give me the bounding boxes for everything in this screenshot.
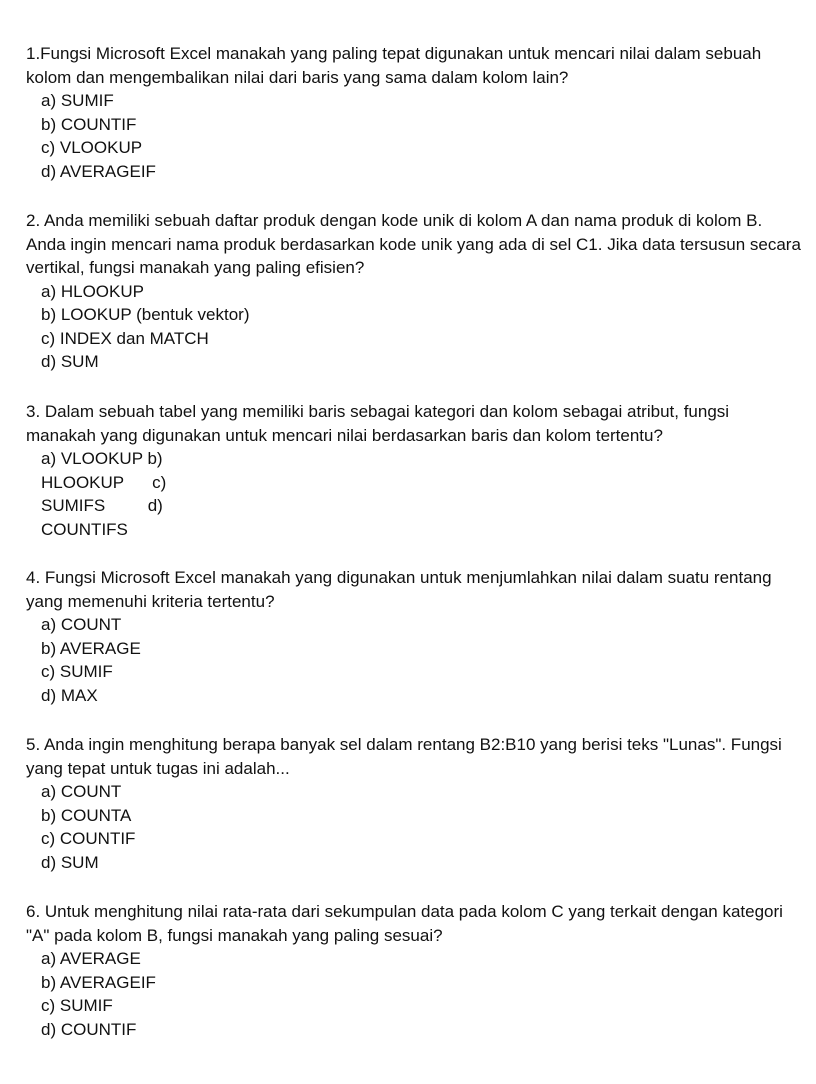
option-line-3: SUMIFS d)	[41, 496, 163, 515]
option-line-2: HLOOKUP c)	[41, 472, 167, 492]
question-4	[26, 566, 802, 707]
option-a: a) HLOOKUP	[41, 281, 144, 301]
option-d: d) COUNTIF	[41, 1019, 137, 1039]
question-6	[26, 900, 802, 1041]
option-c: c) VLOOKUP	[41, 138, 143, 157]
question-3	[26, 400, 802, 541]
option-d: d) SUM	[41, 352, 99, 371]
question-text: 4. Fungsi Microsoft Excel manakah yang digunakan untuk menjumlahkan nilai dalam suatu rentang yang memenuhi kriteria tertentu?	[26, 568, 772, 611]
option-b: b) AVERAGE	[41, 638, 141, 658]
question-5	[26, 733, 802, 874]
question-text: 1.Fungsi Microsoft Excel manakah yang paling tepat digunakan untuk mencari nilai dalam sebuah kolom dan mengembalikan nilai dari baris yang sama dalam kolom lain?	[26, 44, 762, 87]
question-text: 3. Dalam sebuah tabel yang memiliki baris sebagai kategori dan kolom sebagai atribut, fungsi manakah yang digunakan untuk mencari nilai berdasarkan baris dan kolom tertentu?	[26, 402, 730, 445]
option-c: c) SUMIF	[41, 996, 113, 1015]
option-b: b) LOOKUP (bentuk vektor)	[41, 305, 250, 324]
option-d: d) AVERAGEIF	[41, 161, 156, 181]
option-d: d) SUM	[41, 852, 99, 872]
question-1	[26, 42, 802, 183]
option-a: a) COUNT	[41, 615, 122, 634]
option-c: c) COUNTIF	[41, 829, 136, 848]
option-line-1: a) VLOOKUP b)	[41, 449, 163, 468]
option-b: b) AVERAGEIF	[41, 972, 156, 992]
option-b: b) COUNTA	[41, 805, 132, 825]
question-text: 6. Untuk menghitung nilai rata-rata dari sekumpulan data pada kolom C yang terkait dengan kategori "A" pada kolom B, fungsi manakah yang paling sesuai?	[26, 902, 783, 945]
question-text: 5. Anda ingin menghitung berapa banyak sel dalam rentang B2:B10 yang berisi teks "Lunas". Fungsi yang tepat untuk tugas ini adalah...	[26, 735, 782, 778]
question-text: 2. Anda memiliki sebuah daftar produk dengan kode unik di kolom A dan nama produk di kolom B. Anda ingin mencari nama produk berdasarkan kode unik yang ada di sel C1. Jika data tersusun secara vertikal, fungsi manakah yang paling efisien?	[26, 211, 801, 277]
option-line-4: COUNTIFS	[41, 519, 128, 539]
option-a: a) COUNT	[41, 782, 122, 801]
question-2	[26, 209, 802, 374]
option-b: b) COUNTIF	[41, 114, 137, 134]
option-d: d) MAX	[41, 685, 98, 705]
option-a: a) AVERAGE	[41, 949, 141, 968]
option-a: a) SUMIF	[41, 91, 114, 110]
option-c: c) INDEX dan MATCH	[41, 328, 209, 348]
option-c: c) SUMIF	[41, 662, 113, 681]
